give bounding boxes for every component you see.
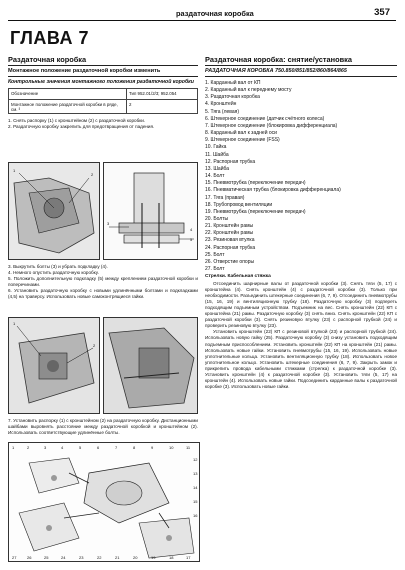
list-item: 17. Тяга (правая) [205, 194, 245, 201]
callout-label: 19 [151, 555, 156, 560]
step-text: 1. Снять распорку (1) с кронштейном (2) с раздаточной коробки. [8, 118, 146, 123]
callout-label: 3 [44, 445, 47, 450]
list-item: 1. Карданный вал от КП [205, 80, 261, 86]
list-item: 27. Болт [205, 266, 225, 273]
table-header-cell: Тип 952.01/2/3; 952.054 [127, 89, 198, 100]
right-column [205, 55, 397, 390]
callout-label: 1 [13, 168, 16, 173]
list-item: 21. Кронштейн рамы [205, 223, 254, 230]
callout-label: 13 [193, 471, 198, 476]
callout-label: 27 [12, 555, 17, 560]
callout-label: 26 [27, 555, 32, 560]
left-section-title: Раздаточная коробка [8, 55, 198, 66]
step-text: 6. Установить раздаточную коробку с новыми удлинёнными болтами и подкладками (4,5) на траверсу. Использовать новые самоконтрящиеся гайки. [8, 288, 198, 300]
callout-label: 17 [186, 555, 191, 560]
list-item: 6. Штекерное соединение (датчик счётного колеса) [205, 115, 325, 122]
list-item: 10. Гайка [205, 144, 227, 151]
header-section-title: раздаточная коробка [176, 9, 254, 18]
left-column [8, 55, 198, 130]
callout-label: 16 [193, 513, 198, 518]
figure-2-diagram [103, 162, 198, 260]
step-text: 7. Установить распорку (1) с кронштейном (2) на раздаточную коробку. Дистанционными шайбами выровнять расстояние между раздаточной коробкой и кронштейном (2). Использовать соответствующие удлинённые болты. [8, 418, 198, 436]
callout-label: 2 [93, 343, 96, 348]
list-item: 26. Отверстие опоры [205, 258, 255, 265]
callout-label: 5 [79, 445, 82, 450]
list-item: 2. Карданный вал к переднему мосту [205, 87, 292, 94]
callout-label: 5 [190, 237, 193, 242]
callout-label: 11 [186, 445, 191, 450]
right-section-title: Раздаточная коробка: снятие/установка [205, 55, 397, 66]
spec-table [8, 88, 198, 114]
removal-paragraph: Отсоединить шарнирные валы от раздаточной коробки (3). Снять тяги (5, 17) с кронштейна (4). Снять кронштейн (4) с раздаточной коробки (3). Только при необходимости. Разъединить штекерные соединения (6, 7, 9). Отсоединить пневмотрубы (15, 16, 19) и вентиляционную трубку (18). Раздаточную коробку (3) подпереть подходящим подъемным устройством. Подъемник на вес. Снять кронштейн (22) КП с кронштейна (21) рамы. Раздаточную коробку (3) снять вниз. Снять кронштейн (22) КП с раздаточной коробки (3). Снять резиновую втулку (23) с распорной трубкой (24) и проверить резиновую втулку (23). [205, 280, 397, 329]
list-item: 22. Кронштейн рамы [205, 230, 254, 237]
callout-label: 24 [61, 555, 66, 560]
step-text: 4. Немного опустить раздаточную коробку. [8, 270, 99, 276]
steps-group-1 [8, 118, 198, 130]
list-item: 25. Болт [205, 251, 225, 258]
callout-label: 15 [193, 499, 198, 504]
left-subsection-title: Монтажное положение раздаточной коробки изменить [8, 68, 161, 74]
callout-label: 1 [13, 321, 16, 326]
right-subtitle: РАЗДАТОЧНАЯ КОРОБКА 750.850/851/852/860/864/865 [205, 68, 347, 74]
callout-label: 2 [27, 445, 30, 450]
list-item: 13. Шайба [205, 165, 230, 172]
figure-3-photo [8, 317, 100, 414]
parts-list [205, 80, 397, 273]
callout-label: 3 [107, 221, 110, 226]
callout-label: 7 [115, 445, 118, 450]
callout-label: 14 [193, 485, 198, 490]
table-row [9, 100, 198, 114]
installation-paragraph: Установить кронштейн (22) КП с резиновой втулкой (23) и распорной трубкой (24). Использовать новую гайку (25). Раздаточную коробку (3) снизу установить подходящим подъемным приспособлением. Установить кронштейн (22) КП на кронштейн (21) рамы. Использовать новые гайки. Установить пневмотрубы (15, 16, 19). Использовать новые уплотнительные кольца. Установить вентиляционную трубку (18). Использовать новое уплотнительное кольцо. Установить штекерные соединения (6, 7, 9). Закрыть замок и прикрепить провода кабельными стяжками (стрелка) к раздаточной коробке (3). Установить кронштейн (4) к раздаточной коробке (3). Установить тяги (5, 17) на кронштейн (4). Использовать новые гайки. Подсоединить карданные валы к раздаточной коробке (3). Использовать новые гайки. [205, 329, 397, 390]
callout-label: 2 [91, 172, 94, 177]
arrow-legend: Стрелки. Кабельная стяжка [205, 274, 271, 280]
list-item: 9. Штекерное соединение (FSS) [205, 137, 280, 144]
step-text: 2. Раздаточную коробку закрепить для предотвращения от падения. [8, 124, 155, 130]
step-text: 5. Положить дополнительную подкладку (5) между креплением раздаточной коробки и поперечинами. [8, 276, 198, 288]
steps-group-3 [8, 418, 198, 436]
figure-4-exploded-view [8, 442, 200, 562]
figure-3-drawing [9, 318, 100, 414]
list-item: 16. Пневматическая трубка (блокировка дифференциала) [205, 187, 341, 194]
callout-label: 18 [169, 555, 174, 560]
callout-label: 8 [133, 445, 136, 450]
callout-label: 12 [193, 457, 198, 462]
list-item: 12. Распорная трубка [205, 158, 256, 165]
page-number: 357 [374, 7, 390, 18]
callout-label: 1 [12, 445, 15, 450]
list-item: 18. Трубопровод вентиляции [205, 201, 273, 208]
list-item: 5. Тяга (левая) [205, 108, 240, 115]
list-item: 11. Шайба [205, 151, 229, 158]
list-item: 24. Распорная трубка [205, 244, 256, 251]
callout-label: 21 [115, 555, 120, 560]
callout-label: 10 [169, 445, 174, 450]
figure-1-photo [8, 162, 100, 260]
list-item: 3. Раздаточная коробка [205, 94, 260, 101]
list-item: 14. Болт [205, 173, 225, 180]
step-text: 3. Выкрутить болты (3) и убрать подкладку (4). [8, 264, 108, 269]
figure-4-drawing [9, 443, 200, 562]
chapter-title: ГЛАВА 7 [10, 28, 89, 48]
figure-1-drawing [9, 163, 100, 260]
table-header-row [9, 89, 198, 100]
list-item: 4. Кронштейн [205, 101, 237, 108]
callout-label: 6 [97, 445, 100, 450]
figure-3b-drawing [104, 318, 198, 414]
callout-label: 9 [151, 445, 154, 450]
list-item: 23. Резиновая втулка [205, 237, 255, 244]
running-header [8, 8, 396, 21]
callout-label: 25 [44, 555, 49, 560]
list-item: 15. Пневмотрубка (переключение передач) [205, 180, 306, 187]
list-item: 8. Карданный вал к задней оси [205, 130, 277, 137]
list-item: 19. Пневмотрубка (переключение передач) [205, 208, 306, 215]
table-header-cell: Обозначение [9, 89, 127, 100]
table-caption: Контрольные значения монтажного положения раздаточной коробки [8, 79, 194, 85]
callout-label: 4 [61, 445, 64, 450]
figure-3b-photo [103, 317, 198, 414]
callout-label: 23 [79, 555, 84, 560]
list-item: 20. Болты [205, 215, 229, 222]
callout-label: 20 [133, 555, 138, 560]
table-cell: Монтажное положение раздаточной коробки в ряде, см. ³ [9, 100, 127, 114]
callout-label: 22 [97, 555, 102, 560]
callout-label: 4 [190, 227, 193, 232]
figure-2-drawing [104, 163, 198, 260]
list-item: 7. Штекерное соединение (блокировка дифференциала) [205, 122, 338, 129]
table-cell: 2 [127, 100, 198, 114]
steps-group-2 [8, 264, 198, 301]
